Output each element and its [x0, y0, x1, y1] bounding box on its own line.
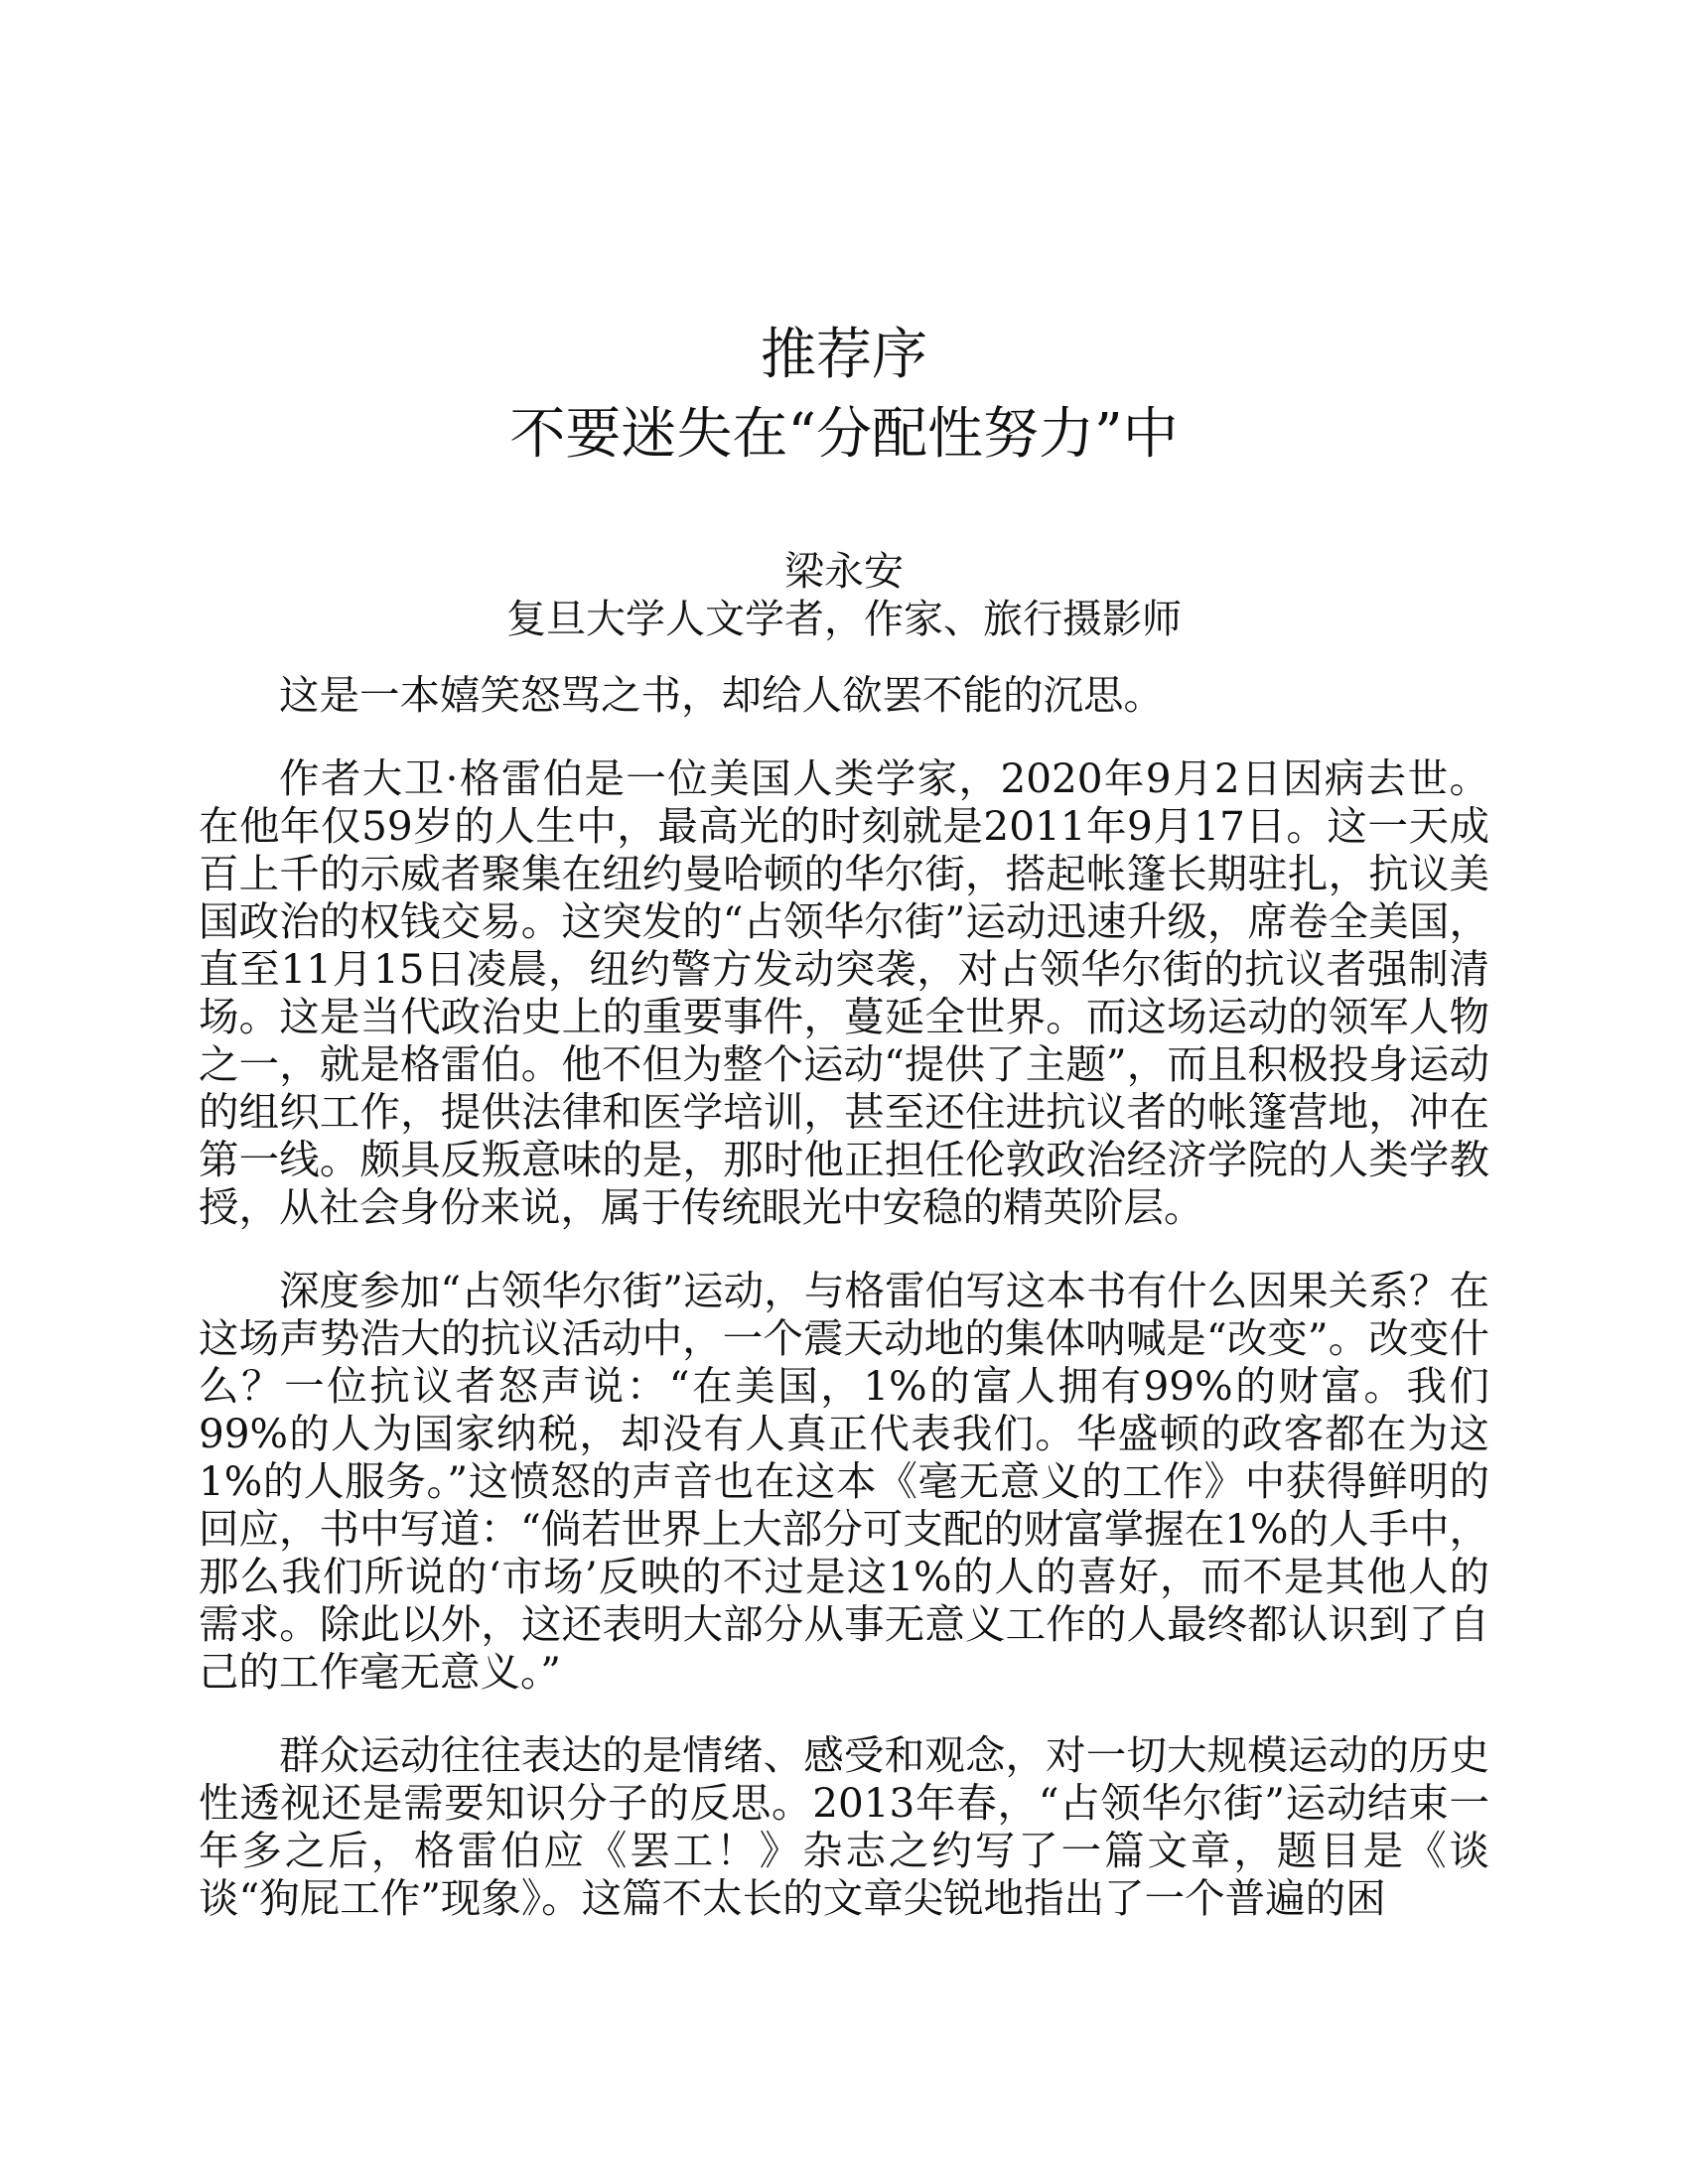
author-affiliation: 复旦大学人文学者，作家、旅行摄影师 — [506, 597, 1182, 642]
preface-heading: 推荐序 — [761, 323, 927, 387]
paragraph: 深度参加“占领华尔街”运动，与格雷伯写这本书有什么因果关系？在这场声势浩大的抗议活动中，一个震天动地的集体呐喊是“改变”。改变什么？一位抗议者怒声说：“在美国，1%的富人拥有99%的财富。我们99%的人为国家纳税，却没有人真正代表我们。华盛顿的政客都在为这1%的人服务。”这愤怒的声音也在这本《毫无意义的工作》中获得鲜明的回应，书中写道：“倘若世界上大部分可支配的财富掌握在1%的人手中，那么我们所说的‘市场’反映的不过是这1%的人的喜好，而不是其他人的需求。除此以外，这还表明大部分从事无意义工作的人最终都认识到了自己的工作毫无意义。” — [199, 1267, 1489, 1696]
paragraph: 群众运动往往表达的是情绪、感受和观念，对一切大规模运动的历史性透视还是需要知识分子的反思。2013年春，“占领华尔街”运动结束一年多之后，格雷伯应《罢工！》杂志之约写了一篇文章，题目是《谈谈“狗屁工作”现象》。这篇不太长的文章尖锐地指出了一个普遍的困 — [199, 1731, 1489, 1922]
document-page — [199, 316, 1489, 1958]
author-block — [199, 548, 1489, 643]
paragraph: 作者大卫·格雷伯是一位美国人类学家，2020年9月2日因病去世。在他年仅59岁的人生中，最高光的时刻就是2011年9月17日。这一天成百上千的示威者聚集在纽约曼哈顿的华尔街，搭起帐篷长期驻扎，抗议美国政治的权钱交易。这突发的“占领华尔街”运动迅速升级，席卷全美国，直至11月15日凌晨，纽约警方发动突袭，对占领华尔街的抗议者强制清场。这是当代政治史上的重要事件，蔓延全世界。而这场运动的领军人物之一，就是格雷伯。他不但为整个运动“提供了主题”，而且积极投身运动的组织工作，提供法律和医学培训，甚至还住进抗议者的帐篷营地，冲在第一线。颇具反叛意味的是，那时他正担任伦敦政治经济学院的人类学教授，从社会身份来说，属于传统眼光中安稳的精英阶层。 — [199, 754, 1489, 1231]
title-block — [199, 316, 1489, 475]
author-name: 梁永安 — [784, 549, 904, 595]
body-text — [199, 671, 1489, 1922]
preface-title: 不要迷失在“分配性努力”中 — [509, 402, 1179, 467]
paragraph: 这是一本嬉笑怒骂之书，却给人欲罢不能的沉思。 — [279, 671, 1164, 719]
